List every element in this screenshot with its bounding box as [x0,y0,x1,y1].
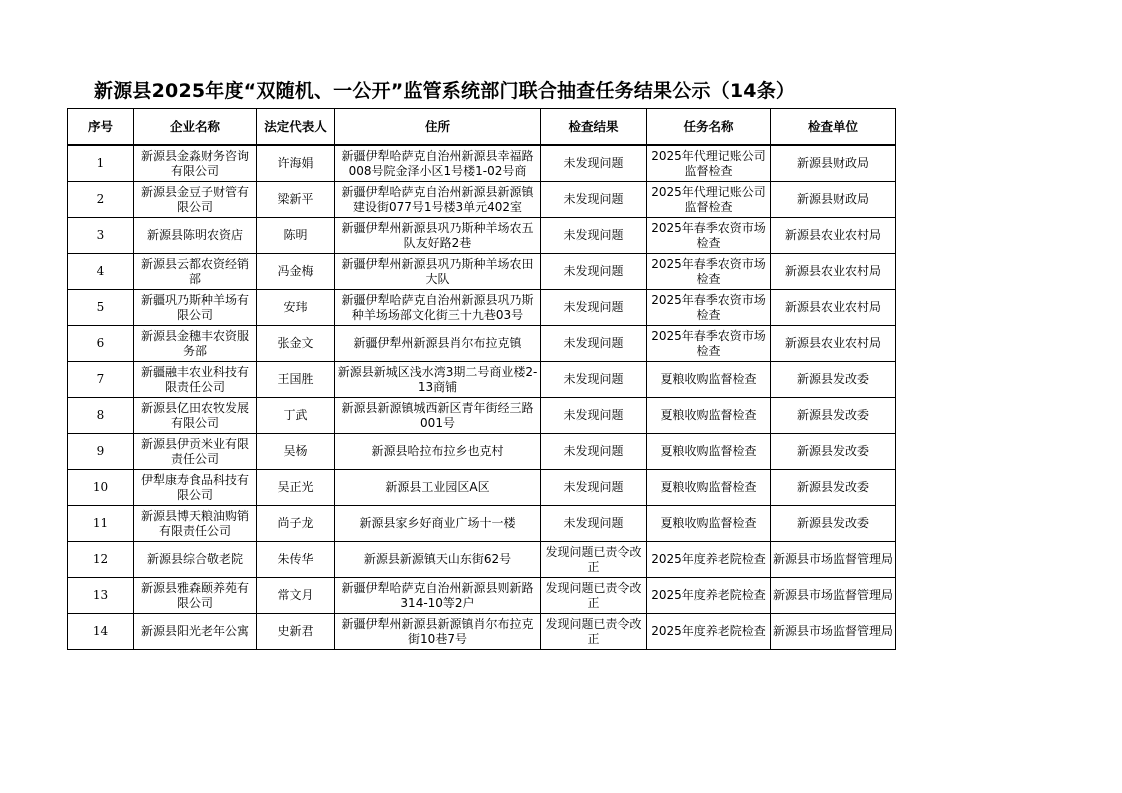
cell-address: 新源县新源镇天山东街62号 [335,542,541,578]
header-task: 任务名称 [647,109,771,146]
table-row [68,254,896,290]
header-unit: 检查单位 [771,109,896,146]
cell-result: 未发现问题 [541,218,647,254]
cell-unit: 新源县发改委 [771,434,896,470]
table-row [68,614,896,650]
cell-company: 新疆融丰农业科技有限责任公司 [134,362,257,398]
cell-representative: 王国胜 [257,362,335,398]
cell-company: 新源县金豆子财管有限公司 [134,182,257,218]
cell-company: 新源县伊贡米业有限责任公司 [134,434,257,470]
cell-address: 新疆伊犁州新源县巩乃斯种羊场农五队友好路2巷 [335,218,541,254]
cell-representative: 常文月 [257,578,335,614]
cell-no: 11 [68,506,134,542]
table-row [68,290,896,326]
cell-no: 6 [68,326,134,362]
cell-result: 未发现问题 [541,434,647,470]
cell-unit: 新源县市场监督管理局 [771,542,896,578]
table-row [68,326,896,362]
table-row [68,506,896,542]
cell-address: 新疆伊犁州新源县巩乃斯种羊场农田大队 [335,254,541,290]
header-address: 住所 [335,109,541,146]
header-representative: 法定代表人 [257,109,335,146]
cell-no: 5 [68,290,134,326]
cell-unit: 新源县发改委 [771,398,896,434]
cell-task: 夏粮收购监督检查 [647,362,771,398]
cell-task: 2025年春季农资市场检查 [647,326,771,362]
cell-task: 2025年代理记账公司监督检查 [647,182,771,218]
cell-representative: 史新君 [257,614,335,650]
cell-address: 新疆伊犁州新源县肖尔布拉克镇 [335,326,541,362]
cell-address: 新疆伊犁哈萨克自治州新源县新源镇建设街077号1号楼3单元402室 [335,182,541,218]
cell-no: 10 [68,470,134,506]
cell-address: 新疆伊犁哈萨克自治州新源县巩乃斯种羊场场部文化街三十九巷03号 [335,290,541,326]
cell-company: 新源县云都农资经销部 [134,254,257,290]
header-company: 企业名称 [134,109,257,146]
cell-no: 1 [68,145,134,182]
page-title: 新源县2025年度“双随机、一公开”监管系统部门联合抽查任务结果公示（14条） [94,80,796,102]
cell-result: 发现问题已责令改正 [541,542,647,578]
cell-representative: 吴杨 [257,434,335,470]
cell-result: 未发现问题 [541,506,647,542]
cell-result: 未发现问题 [541,182,647,218]
cell-address: 新疆伊犁州新源县新源镇肖尔布拉克街10巷7号 [335,614,541,650]
header-no: 序号 [68,109,134,146]
cell-representative: 许海娟 [257,145,335,182]
table-row [68,470,896,506]
cell-result: 发现问题已责令改正 [541,578,647,614]
cell-task: 2025年度养老院检查 [647,542,771,578]
cell-result: 未发现问题 [541,326,647,362]
table-row [68,434,896,470]
cell-unit: 新源县发改委 [771,362,896,398]
cell-company: 新源县综合敬老院 [134,542,257,578]
cell-result: 未发现问题 [541,254,647,290]
cell-task: 2025年春季农资市场检查 [647,290,771,326]
cell-task: 夏粮收购监督检查 [647,398,771,434]
cell-no: 14 [68,614,134,650]
cell-address: 新源县家乡好商业广场十一楼 [335,506,541,542]
cell-task: 2025年春季农资市场检查 [647,254,771,290]
cell-representative: 朱传华 [257,542,335,578]
cell-representative: 陈明 [257,218,335,254]
cell-unit: 新源县财政局 [771,145,896,182]
cell-unit: 新源县市场监督管理局 [771,614,896,650]
cell-unit: 新源县农业农村局 [771,290,896,326]
cell-company: 新源县亿田农牧发展有限公司 [134,398,257,434]
cell-address: 新疆伊犁哈萨克自治州新源县则新路314-10等2户 [335,578,541,614]
cell-task: 2025年度养老院检查 [647,578,771,614]
cell-company: 新源县阳光老年公寓 [134,614,257,650]
cell-task: 夏粮收购监督检查 [647,434,771,470]
cell-address: 新疆伊犁哈萨克自治州新源县幸福路008号院金泽小区1号楼1-02号商 [335,145,541,182]
cell-task: 夏粮收购监督检查 [647,470,771,506]
cell-no: 2 [68,182,134,218]
cell-no: 13 [68,578,134,614]
cell-unit: 新源县农业农村局 [771,218,896,254]
cell-result: 未发现问题 [541,470,647,506]
inspection-results-table [67,108,896,650]
table-row [68,218,896,254]
cell-address: 新源县新城区浅水湾3期二号商业楼2-13商铺 [335,362,541,398]
cell-result: 未发现问题 [541,290,647,326]
table-header-row [68,109,896,146]
cell-representative: 尚子龙 [257,506,335,542]
table-row [68,398,896,434]
cell-no: 12 [68,542,134,578]
cell-representative: 梁新平 [257,182,335,218]
table-row [68,542,896,578]
cell-address: 新源县新源镇城西新区青年街经三路001号 [335,398,541,434]
table-row [68,145,896,182]
cell-unit: 新源县发改委 [771,506,896,542]
cell-task: 2025年春季农资市场检查 [647,218,771,254]
cell-company: 新疆巩乃斯种羊场有限公司 [134,290,257,326]
cell-no: 4 [68,254,134,290]
table-row [68,578,896,614]
cell-no: 3 [68,218,134,254]
cell-address: 新源县哈拉布拉乡也克村 [335,434,541,470]
cell-result: 未发现问题 [541,362,647,398]
cell-result: 发现问题已责令改正 [541,614,647,650]
cell-unit: 新源县财政局 [771,182,896,218]
cell-company: 新源县金穗丰农资服务部 [134,326,257,362]
header-result: 检查结果 [541,109,647,146]
cell-result: 未发现问题 [541,145,647,182]
cell-company: 新源县金淼财务咨询有限公司 [134,145,257,182]
cell-company: 新源县雅森颐养苑有限公司 [134,578,257,614]
cell-unit: 新源县农业农村局 [771,326,896,362]
cell-representative: 丁武 [257,398,335,434]
table-row [68,362,896,398]
cell-task: 2025年度养老院检查 [647,614,771,650]
cell-representative: 冯金梅 [257,254,335,290]
cell-representative: 张金文 [257,326,335,362]
cell-representative: 吴正光 [257,470,335,506]
cell-unit: 新源县发改委 [771,470,896,506]
cell-company: 伊犁康寿食品科技有限公司 [134,470,257,506]
cell-task: 夏粮收购监督检查 [647,506,771,542]
cell-address: 新源县工业园区A区 [335,470,541,506]
cell-company: 新源县博天粮油购销有限责任公司 [134,506,257,542]
cell-no: 7 [68,362,134,398]
cell-unit: 新源县市场监督管理局 [771,578,896,614]
cell-representative: 安玮 [257,290,335,326]
cell-company: 新源县陈明农资店 [134,218,257,254]
cell-unit: 新源县农业农村局 [771,254,896,290]
cell-task: 2025年代理记账公司监督检查 [647,145,771,182]
cell-result: 未发现问题 [541,398,647,434]
table-row [68,182,896,218]
cell-no: 9 [68,434,134,470]
cell-no: 8 [68,398,134,434]
